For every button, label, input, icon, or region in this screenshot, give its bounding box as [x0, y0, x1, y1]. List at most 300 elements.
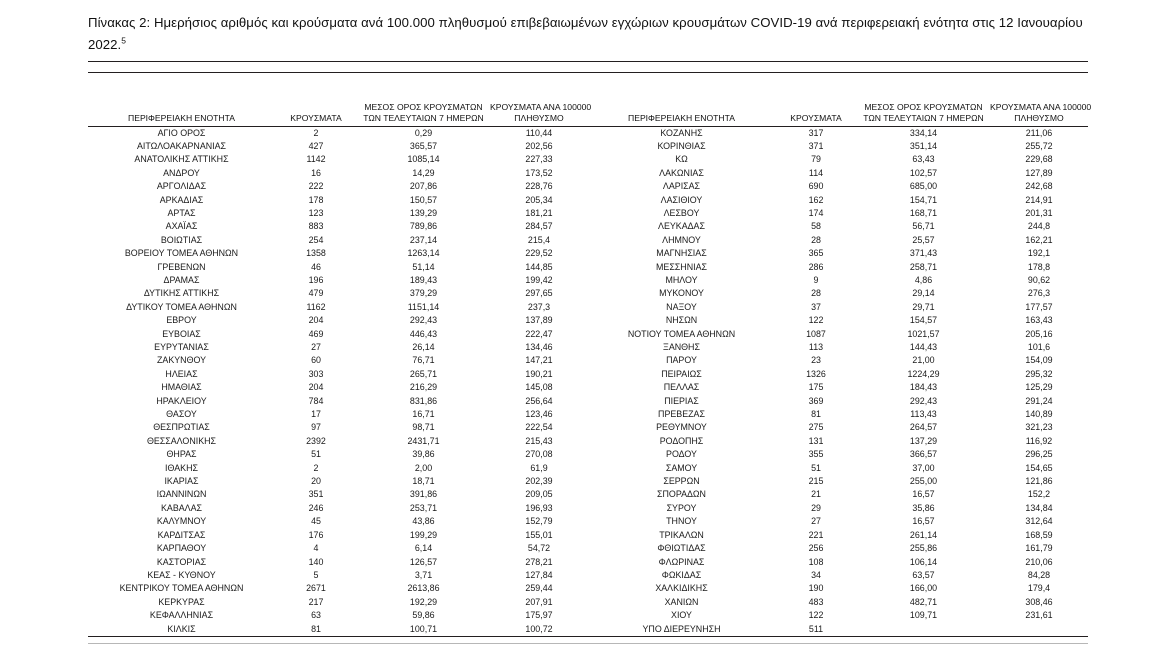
- cell-right-avg7: 63,57: [912, 569, 935, 580]
- cell-left-cases: 51: [311, 449, 321, 460]
- table-row: [88, 220, 1088, 233]
- cell-right-region: ΛΕΣΒΟΥ: [663, 207, 700, 218]
- header-avg7-left: [357, 96, 490, 126]
- cell-left-cases: 469: [308, 328, 324, 339]
- cell-left-avg7: 199,29: [409, 529, 438, 540]
- cell-right-region: ΝΑΞΟΥ: [666, 301, 697, 312]
- cell-left-per100k: 127,84: [525, 569, 553, 580]
- cell-left-region: ΔΥΤΙΚΗΣ ΑΤΤΙΚΗΣ: [143, 288, 220, 299]
- cell-right-region: ΣΕΡΡΩΝ: [663, 476, 700, 487]
- header-cases-right: ΚΡΟΥΣΜΑΤΑ: [775, 96, 857, 126]
- cell-left-avg7: 16,71: [412, 409, 435, 420]
- cell-right-per100k: 154,09: [1025, 355, 1053, 366]
- page-title: [88, 12, 1096, 56]
- table-row: [88, 301, 1088, 314]
- cell-left-region: ΔΡΑΜΑΣ: [163, 274, 200, 285]
- cell-right-per100k: 134,84: [1025, 502, 1053, 513]
- cell-right-cases: 34: [811, 569, 821, 580]
- cell-left-per100k: 110,44: [525, 127, 553, 138]
- cell-right-region: ΝΗΣΩΝ: [665, 315, 698, 326]
- cell-left-per100k: 215,43: [525, 435, 553, 446]
- top-rule-lower: [88, 72, 1088, 73]
- cell-right-avg7: 351,14: [909, 140, 938, 151]
- table-row: [88, 435, 1088, 448]
- table-row: [88, 582, 1088, 595]
- cell-right-per100k: 295,32: [1025, 368, 1053, 379]
- cell-left-cases: 2392: [306, 435, 326, 446]
- cell-right-per100k: 291,24: [1025, 395, 1053, 406]
- cell-right-cases: 511: [775, 623, 857, 637]
- cell-left-per100k: 190,21: [525, 368, 553, 379]
- cell-left-cases: 2671: [306, 583, 326, 594]
- cell-right-avg7: 63,43: [912, 154, 935, 165]
- cell-left-per100k: 181,21: [525, 207, 553, 218]
- cell-left-avg7: 6,14: [414, 543, 433, 554]
- cell-left-avg7: 150,57: [409, 194, 438, 205]
- cell-right-region: ΜΗΛΟΥ: [665, 274, 698, 285]
- cell-right-avg7: 168,71: [909, 207, 938, 218]
- cell-left-region: ΘΑΣΟΥ: [166, 409, 197, 420]
- table-row: [88, 475, 1088, 488]
- cell-left-per100k: 228,76: [525, 181, 553, 192]
- cell-left-region: ΒΟΙΩΤΙΑΣ: [160, 234, 203, 245]
- cell-left-region: ΘΕΣΣΑΛΟΝΙΚΗΣ: [146, 435, 217, 446]
- cell-right-per100k: 179,4: [1027, 583, 1051, 594]
- table-row: [88, 368, 1088, 381]
- cell-left-per100k: 100,72: [490, 623, 588, 637]
- cell-right-region: ΠΙΕΡΙΑΣ: [664, 395, 699, 406]
- cell-left-region: ΓΡΕΒΕΝΩΝ: [157, 261, 206, 272]
- cell-left-avg7: 139,29: [409, 207, 438, 218]
- cell-left-per100k: 222,47: [525, 328, 553, 339]
- cell-right-region: ΦΘΙΩΤΙΔΑΣ: [657, 543, 706, 554]
- cell-right-avg7: 154,71: [909, 194, 938, 205]
- cell-right-region: ΡΕΘΥΜΝΟΥ: [656, 422, 707, 433]
- cell-left-avg7: 379,29: [409, 288, 438, 299]
- cell-left-avg7: 59,86: [412, 610, 435, 621]
- cell-right-avg7: 255,86: [909, 543, 938, 554]
- cell-left-per100k: 237,3: [527, 301, 551, 312]
- cell-right-region: ΣΥΡΟΥ: [666, 502, 697, 513]
- table-row: [88, 354, 1088, 367]
- cell-left-avg7: 446,43: [409, 328, 438, 339]
- cell-left-avg7: 126,57: [409, 556, 438, 567]
- cell-left-avg7: 14,29: [412, 167, 435, 178]
- table-row: [88, 515, 1088, 528]
- cell-right-cases: 21: [811, 489, 821, 500]
- cell-right-cases: 190: [808, 583, 824, 594]
- cell-right-per100k: 84,28: [1027, 569, 1051, 580]
- table-row: [88, 328, 1088, 341]
- cell-right-avg7: 264,57: [909, 422, 938, 433]
- cell-left-avg7: 51,14: [412, 261, 435, 272]
- cell-right-region: ΠΑΡΟΥ: [666, 355, 697, 366]
- cell-left-per100k: 207,91: [525, 596, 553, 607]
- cell-right-cases: 113: [808, 342, 824, 352]
- cell-right-region: ΤΡΙΚΑΛΩΝ: [659, 529, 704, 540]
- cell-right-per100k: 276,3: [1027, 288, 1051, 299]
- cell-left-region: ΑΝΑΤΟΛΙΚΗΣ ΑΤΤΙΚΗΣ: [134, 154, 229, 165]
- header-region-right: ΠΕΡΙΦΕΡΕΙΑΚΗ ΕΝΟΤΗΤΑ: [588, 96, 775, 126]
- cell-right-cases: 174: [808, 207, 824, 218]
- cell-right-cases: 79: [811, 154, 821, 165]
- cell-left-region: ΚΑΡΠΑΘΟΥ: [156, 543, 207, 554]
- cell-right-avg7: 29,71: [912, 301, 935, 312]
- cell-left-avg7: 189,43: [409, 274, 438, 285]
- cell-right-avg7: 261,14: [909, 529, 938, 540]
- cell-right-avg7: 25,57: [912, 234, 935, 245]
- cell-right-cases: 51: [811, 462, 821, 473]
- cell-right-cases: 1087: [806, 328, 826, 339]
- cell-left-cases: 17: [311, 409, 321, 420]
- cell-right-per100k: 296,25: [1025, 449, 1053, 460]
- cell-right-avg7: 334,14: [909, 127, 938, 138]
- cell-right-cases: 81: [811, 409, 821, 420]
- cell-right-region: ΛΑΡΙΣΑΣ: [662, 181, 701, 192]
- table-row: [88, 569, 1088, 582]
- cell-right-avg7: 184,43: [909, 382, 938, 393]
- cell-right-cases: 28: [811, 288, 821, 299]
- cell-right-avg7: 37,00: [912, 462, 935, 473]
- cell-right-avg7: 35,86: [912, 502, 935, 513]
- cell-left-cases: 204: [308, 315, 324, 326]
- cell-right-cases: 23: [811, 355, 821, 366]
- cell-left-cases: 16: [311, 167, 321, 178]
- bottom-rule-thin: [88, 643, 1088, 644]
- cell-left-per100k: 137,89: [525, 315, 553, 326]
- cell-left-region: ΚΑΡΔΙΤΣΑΣ: [157, 529, 206, 540]
- cell-left-avg7: 192,29: [409, 596, 438, 607]
- table-row: [88, 462, 1088, 475]
- cell-right-per100k: 205,16: [1025, 328, 1053, 339]
- cell-left-region: ΑΓΙΟ ΟΡΟΣ: [157, 127, 206, 138]
- cell-left-cases: 217: [308, 596, 324, 607]
- cell-right-per100k: 127,89: [1025, 167, 1053, 178]
- cell-right-region: ΛΕΥΚΑΔΑΣ: [658, 221, 705, 232]
- header-per100k-right-line2: ΠΛΗΘΥΣΜΟ: [1014, 112, 1064, 123]
- cell-right-region: ΧΑΛΚΙΔΙΚΗΣ: [655, 583, 708, 594]
- cell-right-per100k: 90,62: [1027, 274, 1051, 285]
- cell-right-region: ΞΑΝΘΗΣ: [663, 342, 700, 352]
- cell-left-cases: 176: [308, 529, 324, 540]
- cell-left-cases: 1358: [306, 248, 326, 259]
- table-row: [88, 609, 1088, 622]
- cell-left-per100k: 229,52: [525, 248, 553, 259]
- cell-left-region: ΚΕΑΣ - ΚΥΘΝΟΥ: [147, 569, 216, 580]
- cell-left-avg7: 265,71: [409, 368, 438, 379]
- cell-right-per100k: 163,43: [1025, 315, 1053, 326]
- cell-right-region: ΧΑΝΙΩΝ: [664, 596, 699, 607]
- cell-right-avg7: 258,71: [909, 261, 938, 272]
- cell-right-region: ΠΕΙΡΑΙΩΣ: [661, 368, 702, 379]
- table-row: [88, 140, 1088, 153]
- cell-left-region: ΗΛΕΙΑΣ: [165, 368, 198, 379]
- cell-left-avg7: 1263,14: [407, 248, 440, 259]
- cell-right-per100k: 152,2: [1027, 489, 1051, 500]
- cell-right-cases: 58: [811, 221, 821, 232]
- cell-right-region: ΚΟΖΑΝΗΣ: [660, 127, 703, 138]
- cell-left-cases: 204: [308, 382, 324, 393]
- cell-left-per100k: 284,57: [525, 221, 553, 232]
- cell-left-region: ΕΥΡΥΤΑΝΙΑΣ: [154, 342, 209, 352]
- cell-left-cases: 27: [311, 342, 321, 352]
- cell-left-cases: 222: [308, 181, 324, 192]
- cell-right-cases: 690: [808, 181, 824, 192]
- table-row: [88, 167, 1088, 180]
- cell-left-per100k: 202,56: [525, 140, 553, 151]
- cell-right-cases: 162: [808, 194, 824, 205]
- cell-right-region: ΤΗΝΟΥ: [666, 516, 697, 527]
- cell-right-cases: 37: [811, 301, 821, 312]
- cell-left-cases: 123: [308, 207, 324, 218]
- cell-left-avg7: 216,29: [409, 382, 438, 393]
- cell-left-per100k: 145,08: [525, 382, 553, 393]
- cell-right-cases: 215: [808, 476, 824, 487]
- cell-left-per100k: 278,21: [525, 556, 553, 567]
- table-row: [88, 234, 1088, 247]
- header-avg7-left-line1: ΜΕΣΟΣ ΟΡΟΣ ΚΡΟΥΣΜΑΤΩΝ: [364, 102, 483, 113]
- cell-left-per100k: 297,65: [525, 288, 553, 299]
- table-row: [88, 314, 1088, 327]
- cell-left-region: ΚΙΛΚΙΣ: [88, 623, 275, 637]
- cell-left-cases: 140: [308, 556, 324, 567]
- cell-left-avg7: 237,14: [409, 234, 438, 245]
- header-cases-left: ΚΡΟΥΣΜΑΤΑ: [275, 96, 357, 126]
- table-row: [88, 623, 1088, 637]
- cell-right-avg7: 1224,29: [907, 368, 940, 379]
- cell-right-region: ΚΩ: [675, 154, 688, 165]
- header-per100k-left: [490, 96, 592, 126]
- table-row: [88, 502, 1088, 515]
- table-row: [88, 448, 1088, 461]
- cell-right-region: ΛΑΣΙΘΙΟΥ: [660, 194, 703, 205]
- cell-right-avg7: 16,57: [912, 489, 935, 500]
- cell-left-avg7: 76,71: [412, 355, 435, 366]
- cell-right-avg7: 21,00: [912, 355, 935, 366]
- cell-right-avg7: 16,57: [912, 516, 935, 527]
- cell-right-avg7: 154,57: [909, 315, 938, 326]
- cell-right-avg7: 109,71: [909, 610, 938, 621]
- cell-left-region: ΔΥΤΙΚΟΥ ΤΟΜΕΑ ΑΘΗΝΩΝ: [126, 301, 237, 312]
- cell-left-per100k: 256,64: [525, 395, 553, 406]
- cell-right-region: ΡΟΔΟΠΗΣ: [659, 435, 704, 446]
- cell-right-cases: 122: [808, 610, 824, 621]
- cell-left-per100k: 227,33: [525, 154, 553, 165]
- cell-right-region: ΦΛΩΡΙΝΑΣ: [658, 556, 705, 567]
- cell-right-per100k: 162,21: [1025, 234, 1053, 245]
- cell-left-per100k: 173,52: [525, 167, 553, 178]
- cell-left-cases: 246: [308, 502, 324, 513]
- cell-right-per100k: [990, 623, 1088, 637]
- cell-right-avg7: 166,00: [909, 583, 938, 594]
- header-avg7-right: [857, 96, 990, 126]
- cell-left-cases: 2: [313, 462, 319, 473]
- top-rule-upper: [88, 61, 1088, 62]
- cell-left-per100k: 222,54: [525, 422, 553, 433]
- cell-left-avg7: 1085,14: [407, 154, 440, 165]
- cell-right-avg7: 255,00: [909, 476, 938, 487]
- cell-right-cases: 108: [808, 556, 824, 567]
- table-row: [88, 488, 1088, 501]
- cell-left-per100k: 196,93: [525, 502, 553, 513]
- cell-right-avg7: 371,43: [909, 248, 938, 259]
- cell-left-cases: 2: [313, 127, 319, 138]
- cell-right-region: ΧΙΟΥ: [671, 610, 692, 621]
- cell-left-cases: 46: [311, 261, 321, 272]
- cell-left-per100k: 205,34: [525, 194, 553, 205]
- cell-left-per100k: 123,46: [525, 409, 553, 420]
- table-header-row: [88, 96, 1088, 126]
- cell-right-region: ΝΟΤΙΟΥ ΤΟΜΕΑ ΑΘΗΝΩΝ: [627, 328, 736, 339]
- footnote-marker: 5: [121, 35, 127, 46]
- cell-left-region: ΙΚΑΡΙΑΣ: [164, 476, 199, 487]
- cell-right-region: ΥΠΟ ΔΙΕΡΕΥΝΗΣΗ: [588, 623, 775, 637]
- cell-right-per100k: 214,91: [1025, 194, 1053, 205]
- table-row: [88, 247, 1088, 260]
- cell-left-region: ΚΕΡΚΥΡΑΣ: [158, 596, 205, 607]
- table-row: [88, 341, 1088, 354]
- cell-left-per100k: 54,72: [527, 543, 551, 554]
- cell-left-avg7: 43,86: [412, 516, 435, 527]
- cell-left-region: ΖΑΚΥΝΘΟΥ: [156, 355, 207, 366]
- table-row: [88, 381, 1088, 394]
- cell-right-region: ΦΩΚΙΔΑΣ: [661, 569, 702, 580]
- cell-right-cases: 29: [811, 502, 821, 513]
- cell-right-region: ΠΕΛΛΑΣ: [663, 382, 700, 393]
- cell-left-cases: 60: [311, 355, 321, 366]
- cell-left-avg7: 3,71: [414, 569, 433, 580]
- cell-left-region: ΙΩΑΝΝΙΝΩΝ: [156, 489, 207, 500]
- cell-right-region: ΜΥΚΟΝΟΥ: [659, 288, 704, 299]
- cell-left-region: ΑΧΑΪΑΣ: [165, 221, 198, 232]
- cell-right-per100k: 178,8: [1027, 261, 1051, 272]
- cell-left-avg7: 2431,71: [407, 435, 440, 446]
- table-body: [88, 126, 1088, 636]
- cell-right-avg7: 113,43: [910, 409, 937, 420]
- header-per100k-right-line1: ΚΡΟΥΣΜΑΤΑ ΑΝΑ 100000: [990, 102, 1092, 113]
- covid-regional-table: [88, 96, 1092, 637]
- cell-right-avg7: 144,43: [909, 342, 938, 352]
- cell-right-region: ΜΕΣΣΗΝΙΑΣ: [656, 261, 707, 272]
- cell-left-avg7: 26,14: [412, 342, 435, 352]
- header-per100k-left-line2: ΠΛΗΘΥΣΜΟ: [514, 112, 564, 123]
- table-row: [88, 194, 1088, 207]
- cell-right-region: ΛΗΜΝΟΥ: [662, 234, 701, 245]
- cell-left-avg7: 2613,86: [407, 583, 440, 594]
- cell-right-avg7: 4,86: [914, 274, 933, 285]
- cell-left-avg7: 0,29: [414, 127, 433, 138]
- cell-left-avg7: 253,71: [409, 502, 438, 513]
- cell-right-cases: 483: [808, 596, 824, 607]
- cell-right-per100k: 244,8: [1027, 221, 1051, 232]
- cell-right-per100k: 177,57: [1025, 301, 1053, 312]
- covid-regional-table-block: [88, 96, 1092, 637]
- cell-left-cases: 883: [308, 221, 324, 232]
- cell-right-cases: 371: [808, 140, 824, 151]
- cell-left-cases: 1142: [306, 154, 326, 165]
- cell-right-cases: 275: [808, 422, 824, 433]
- cell-right-cases: 256: [808, 543, 824, 554]
- cell-left-per100k: 259,44: [525, 583, 553, 594]
- cell-left-avg7: 39,86: [412, 449, 435, 460]
- cell-left-avg7: 100,71: [357, 623, 490, 637]
- cell-right-region: ΣΑΜΟΥ: [665, 462, 698, 473]
- cell-left-region: ΙΘΑΚΗΣ: [165, 462, 198, 473]
- cell-left-per100k: 155,01: [525, 529, 553, 540]
- cell-right-cases: 27: [811, 516, 821, 527]
- cell-left-region: ΕΒΡΟΥ: [166, 315, 197, 326]
- table-row: [88, 274, 1088, 287]
- cell-left-cases: 351: [308, 489, 324, 500]
- cell-left-cases: 254: [308, 234, 324, 245]
- cell-right-per100k: 255,72: [1025, 140, 1053, 151]
- cell-right-cases: 1326: [806, 368, 826, 379]
- cell-left-per100k: 199,42: [525, 274, 553, 285]
- cell-right-region: ΠΡΕΒΕΖΑΣ: [658, 409, 705, 420]
- table-row: [88, 529, 1088, 542]
- table-row: [88, 180, 1088, 193]
- cell-right-avg7: 482,71: [909, 596, 938, 607]
- cell-right-avg7: 292,43: [909, 395, 938, 406]
- cell-left-per100k: 144,85: [525, 261, 553, 272]
- cell-left-avg7: 207,86: [409, 181, 438, 192]
- cell-right-avg7: 1021,57: [907, 328, 940, 339]
- cell-right-per100k: 101,6: [1027, 342, 1051, 352]
- cell-right-per100k: 308,46: [1025, 596, 1053, 607]
- cell-right-cases: 114: [808, 167, 824, 178]
- cell-left-per100k: 270,08: [525, 449, 553, 460]
- cell-left-cases: 20: [311, 476, 321, 487]
- cell-right-avg7: 685,00: [909, 181, 938, 192]
- cell-right-per100k: 231,61: [1025, 610, 1053, 621]
- cell-left-avg7: 391,86: [409, 489, 438, 500]
- cell-right-cases: 317: [808, 127, 824, 138]
- table-row: [88, 421, 1088, 434]
- cell-left-per100k: 215,4: [527, 234, 551, 245]
- cell-right-per100k: 121,86: [1025, 476, 1053, 487]
- cell-right-avg7: 56,71: [912, 221, 935, 232]
- cell-left-cases: 1162: [306, 301, 326, 312]
- cell-left-per100k: 202,39: [525, 476, 553, 487]
- cell-left-region: ΚΑΛΥΜΝΟΥ: [156, 516, 207, 527]
- table-row: [88, 556, 1088, 569]
- header-avg7-right-line2: ΤΩΝ ΤΕΛΕΥΤΑΙΩΝ 7 ΗΜΕΡΩΝ: [863, 112, 984, 123]
- cell-right-avg7: 137,29: [909, 435, 938, 446]
- cell-right-cases: 369: [808, 395, 824, 406]
- cell-left-per100k: 152,79: [525, 516, 553, 527]
- cell-right-avg7: 102,57: [909, 167, 938, 178]
- cell-right-per100k: 242,68: [1025, 181, 1053, 192]
- cell-right-cases: 175: [808, 382, 824, 393]
- table-row: [88, 207, 1088, 220]
- cell-right-avg7: 366,57: [909, 449, 938, 460]
- cell-right-cases: 355: [808, 449, 824, 460]
- cell-left-cases: 63: [311, 610, 321, 621]
- table-row: [88, 261, 1088, 274]
- cell-left-cases: 427: [308, 140, 324, 151]
- cell-left-avg7: 789,86: [409, 221, 438, 232]
- cell-right-cases: 9: [813, 274, 819, 285]
- table-row: [88, 542, 1088, 555]
- cell-left-cases: 303: [308, 368, 324, 379]
- cell-left-cases: 784: [308, 395, 324, 406]
- cell-right-per100k: 154,65: [1025, 462, 1053, 473]
- cell-left-avg7: 831,86: [409, 395, 438, 406]
- table-row: [88, 596, 1088, 609]
- cell-left-per100k: 209,05: [525, 489, 553, 500]
- cell-right-per100k: 321,23: [1025, 422, 1053, 433]
- cell-right-per100k: 211,06: [1025, 127, 1053, 138]
